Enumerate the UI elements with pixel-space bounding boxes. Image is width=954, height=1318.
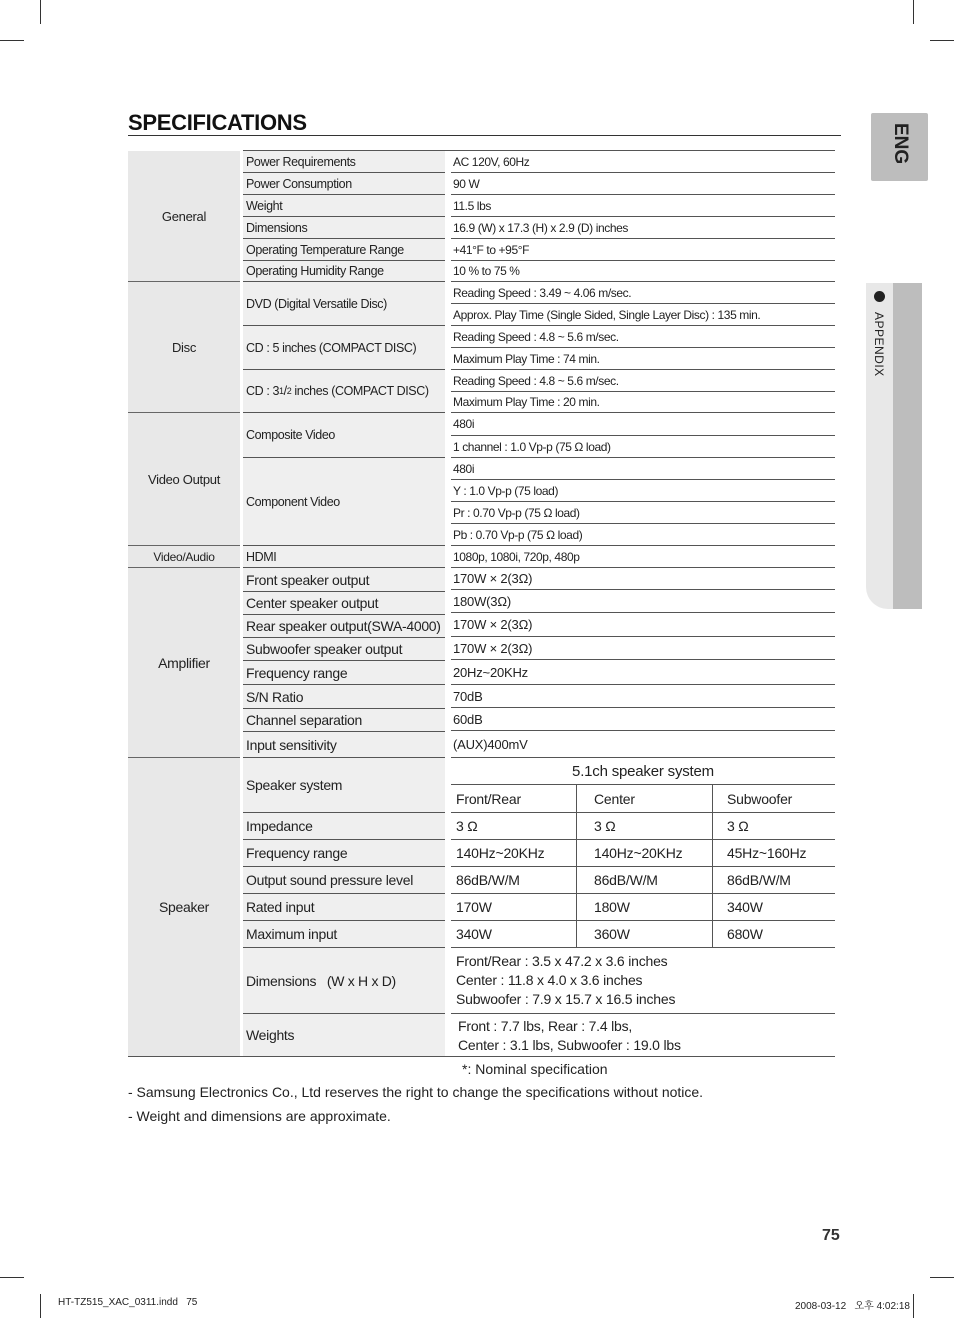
spec-value: Approx. Play Time (Single Sided, Single Layer Disc) : 135 min. bbox=[451, 304, 835, 326]
category-video-output: Video Output bbox=[128, 413, 240, 546]
spec-value: 680W bbox=[722, 921, 835, 948]
dimensions-value bbox=[451, 948, 835, 1014]
spec-value: +41°F to +95°F bbox=[451, 239, 835, 261]
spec-value: 86dB/W/M bbox=[451, 867, 589, 894]
dimensions-line: Front/Rear : 3.5 x 47.2 x 3.6 inches bbox=[456, 953, 668, 969]
spec-value: 10 % to 75 % bbox=[451, 261, 835, 282]
spec-value: AC 120V, 60Hz bbox=[451, 151, 835, 173]
spec-label: Weights bbox=[243, 1014, 445, 1057]
spec-label: Dimensions (W x H x D) bbox=[243, 948, 445, 1014]
title-rule bbox=[128, 135, 841, 136]
category-amplifier: Amplifier bbox=[128, 568, 240, 758]
spec-value: Pb : 0.70 Vp-p (75 Ω load) bbox=[451, 524, 835, 546]
spec-value: 70dB bbox=[451, 685, 835, 708]
note-line: - Weight and dimensions are approximate. bbox=[128, 1108, 391, 1124]
spec-value: 480i bbox=[451, 413, 835, 436]
spec-label: Output sound pressure level bbox=[243, 867, 445, 894]
page-number: 75 bbox=[822, 1227, 840, 1244]
spec-value: 170W × 2(3Ω) bbox=[451, 637, 835, 660]
table-bottom-rule bbox=[128, 1056, 835, 1057]
spec-value: 86dB/W/M bbox=[722, 867, 835, 894]
spec-value: 11.5 lbs bbox=[451, 195, 835, 217]
spec-label: Rear speaker output(SWA-4000) bbox=[243, 615, 445, 638]
spec-label: Center speaker output bbox=[243, 592, 445, 615]
spec-value: 340W bbox=[451, 921, 589, 948]
dimensions-line: Center : 11.8 x 4.0 x 3.6 inches bbox=[456, 972, 643, 988]
crop-mark bbox=[40, 0, 41, 24]
crop-mark bbox=[0, 40, 24, 41]
language-tab-label: ENG bbox=[890, 123, 911, 165]
section-tab-label: APPENDIX bbox=[872, 312, 886, 377]
spec-value: Reading Speed : 3.49 ~ 4.06 m/sec. bbox=[451, 282, 835, 304]
category-general: General bbox=[128, 151, 240, 282]
spec-value: Maximum Play Time : 20 min. bbox=[451, 392, 835, 413]
spec-value: 20Hz~20KHz bbox=[451, 660, 835, 685]
spec-label: Composite Video bbox=[243, 413, 445, 458]
crop-mark bbox=[40, 1294, 41, 1318]
nominal-note: *: Nominal specification bbox=[462, 1061, 608, 1077]
column-divider bbox=[576, 785, 577, 948]
category-speaker: Speaker bbox=[128, 758, 240, 1057]
spec-label: Maximum input bbox=[243, 921, 445, 948]
note-line: - Samsung Electronics Co., Ltd reserves the right to change the specifications without notice. bbox=[128, 1084, 704, 1100]
page-title: SPECIFICATIONS bbox=[128, 110, 307, 135]
category-disc: Disc bbox=[128, 282, 240, 413]
spec-value: 3 Ω bbox=[451, 813, 589, 840]
spec-value: 170W × 2(3Ω) bbox=[451, 613, 835, 637]
spec-label: Operating Humidity Range bbox=[243, 261, 445, 282]
column-header: Front/Rear bbox=[451, 785, 576, 813]
spec-value: 3 Ω bbox=[589, 813, 722, 840]
spec-value: 340W bbox=[722, 894, 835, 921]
spec-value: 45Hz~160Hz bbox=[722, 840, 835, 867]
spec-label: Frequency range bbox=[243, 661, 445, 685]
spec-value: 60dB bbox=[451, 708, 835, 731]
spec-value: 1080p, 1080i, 720p, 480p bbox=[451, 546, 835, 568]
category-video-audio: Video/Audio bbox=[128, 546, 240, 568]
spec-value: 180W(3Ω) bbox=[451, 590, 835, 613]
weights-line: Center : 3.1 lbs, Subwoofer : 19.0 lbs bbox=[458, 1037, 681, 1053]
print-slug: 2008-03-12 오후 4:02:18 bbox=[795, 1301, 910, 1312]
spec-label: Weight bbox=[243, 195, 445, 217]
spec-label: CD : 3 1 / 2 inches (COMPACT DISC) bbox=[243, 370, 445, 413]
spec-label: Operating Temperature Range bbox=[243, 239, 445, 261]
weights-value bbox=[451, 1014, 835, 1057]
print-slug: HT-TZ515_XAC_0311.indd 75 bbox=[58, 1297, 198, 1308]
column-header: Subwoofer bbox=[722, 785, 835, 813]
spec-label: S/N Ratio bbox=[243, 685, 445, 709]
spec-label: CD : 5 inches (COMPACT DISC) bbox=[243, 326, 445, 370]
spec-value: 360W bbox=[589, 921, 722, 948]
spec-value: 140Hz~20KHz bbox=[451, 840, 589, 867]
spec-label: Subwoofer speaker output bbox=[243, 638, 445, 661]
crop-mark bbox=[930, 1277, 954, 1278]
dimensions-line: Subwoofer : 7.9 x 15.7 x 16.5 inches bbox=[456, 991, 676, 1007]
column-divider bbox=[712, 785, 713, 948]
crop-mark bbox=[913, 1294, 914, 1318]
spec-label: DVD (Digital Versatile Disc) bbox=[243, 282, 445, 326]
spec-label: Front speaker output bbox=[243, 568, 445, 592]
crop-mark bbox=[913, 0, 914, 24]
column-header: Center bbox=[589, 785, 713, 813]
bullet-icon bbox=[874, 291, 885, 302]
spec-value: 170W × 2(3Ω) bbox=[451, 568, 835, 590]
spec-label: Component Video bbox=[243, 458, 445, 546]
section-tab-band bbox=[893, 283, 922, 609]
spec-value: Y : 1.0 Vp-p (75 load) bbox=[451, 480, 835, 502]
spec-label: Power Requirements bbox=[243, 151, 445, 173]
spec-label: Input sensitivity bbox=[243, 732, 445, 758]
spec-value: Reading Speed : 4.8 ~ 5.6 m/sec. bbox=[451, 370, 835, 392]
spec-value: 3 Ω bbox=[722, 813, 835, 840]
spec-label: Frequency range bbox=[243, 840, 445, 867]
spec-label: Impedance bbox=[243, 813, 445, 840]
spec-label: Power Consumption bbox=[243, 173, 445, 195]
weights-line: Front : 7.7 lbs, Rear : 7.4 lbs, bbox=[458, 1018, 633, 1034]
language-tab bbox=[871, 113, 928, 181]
spec-label: Dimensions bbox=[243, 217, 445, 239]
spec-value: 480i bbox=[451, 458, 835, 480]
spec-value: 170W bbox=[451, 894, 589, 921]
spec-value: 140Hz~20KHz bbox=[589, 840, 722, 867]
spec-value: Reading Speed : 4.8 ~ 5.6 m/sec. bbox=[451, 326, 835, 348]
spec-value: 86dB/W/M bbox=[589, 867, 722, 894]
spec-value: 1 channel : 1.0 Vp-p (75 Ω load) bbox=[451, 436, 835, 458]
speaker-system-value: 5.1ch speaker system bbox=[451, 758, 835, 785]
spec-value: Pr : 0.70 Vp-p (75 Ω load) bbox=[451, 502, 835, 524]
spec-label: Speaker system bbox=[243, 758, 445, 813]
spec-value: 16.9 (W) x 17.3 (H) x 2.9 (D) inches bbox=[451, 217, 835, 239]
crop-mark bbox=[930, 40, 954, 41]
spec-value: Maximum Play Time : 74 min. bbox=[451, 348, 835, 370]
spec-label: Rated input bbox=[243, 894, 445, 921]
crop-mark bbox=[0, 1277, 24, 1278]
spec-label: HDMI bbox=[243, 546, 445, 568]
spec-value: (AUX)400mV bbox=[451, 731, 835, 758]
spec-label: Channel separation bbox=[243, 709, 445, 732]
spec-value: 180W bbox=[589, 894, 722, 921]
spec-value: 90 W bbox=[451, 173, 835, 195]
